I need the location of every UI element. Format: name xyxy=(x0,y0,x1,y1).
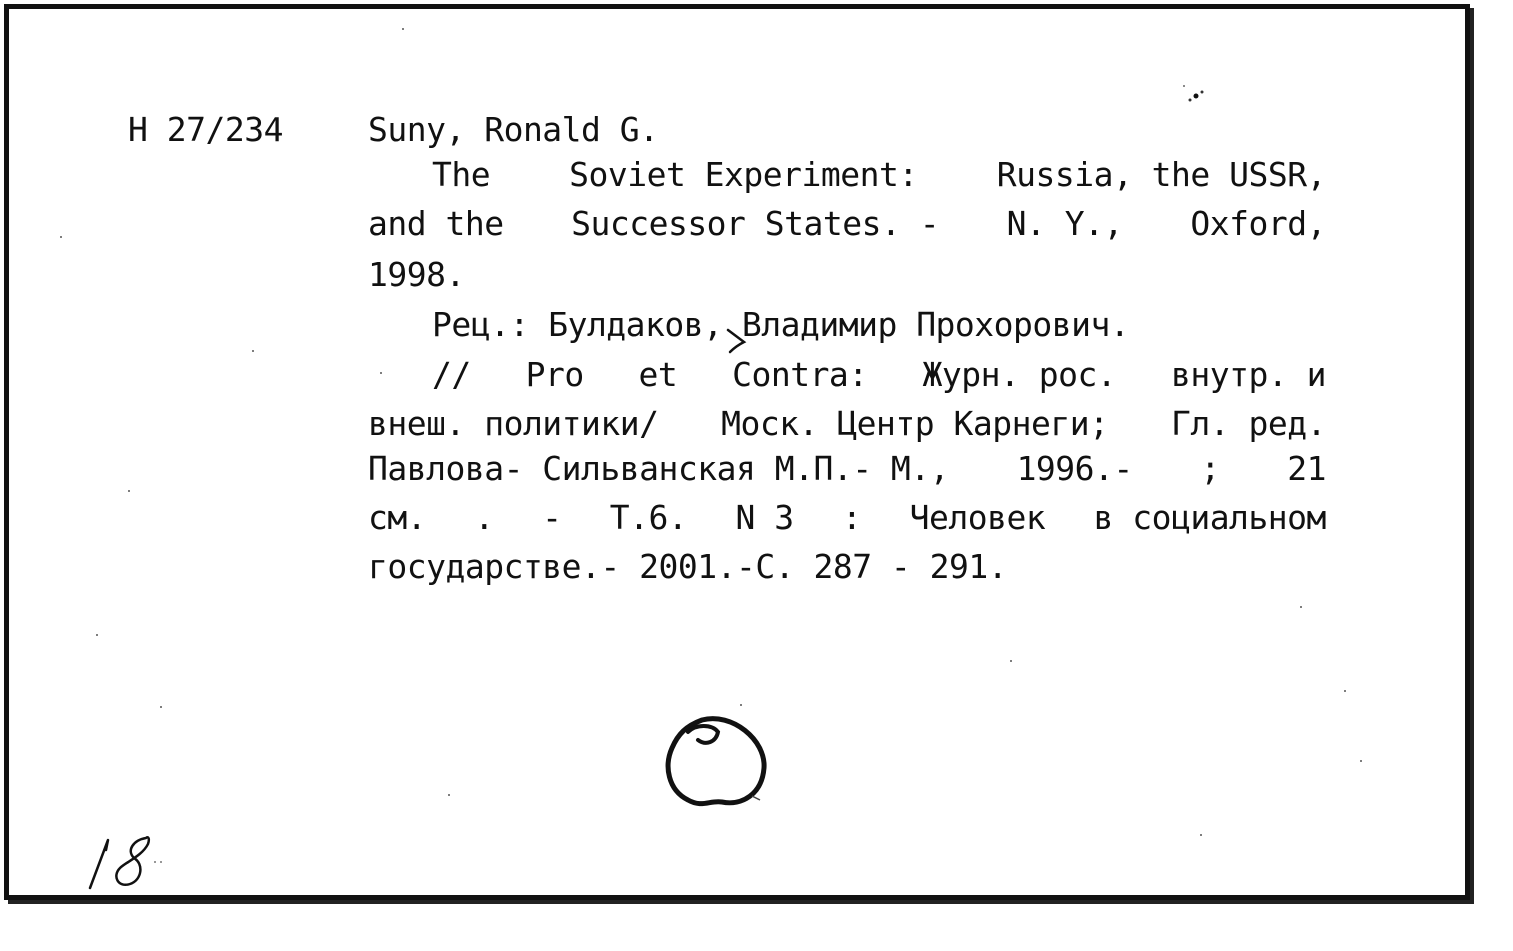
handwritten-number-mark xyxy=(82,832,172,892)
source-word: Pro xyxy=(525,355,584,394)
source-word: в социальном xyxy=(1093,498,1326,537)
title-word: and the xyxy=(368,204,504,243)
title-word: Soviet Experiment: xyxy=(569,155,918,194)
title-line-2 xyxy=(368,204,1326,243)
source-word: // xyxy=(432,355,471,394)
source-word: Моск. Центр Карнеги; xyxy=(721,404,1109,443)
source-line-1 xyxy=(432,355,1326,394)
scan-speck xyxy=(402,28,404,30)
author-heading: Suny, Ronald G. xyxy=(368,110,659,149)
scan-speck xyxy=(740,704,742,706)
scan-speck-cluster xyxy=(1180,82,1210,112)
call-number: Н 27/234 xyxy=(128,110,283,149)
publication-year: 1998. xyxy=(368,255,465,294)
source-line-2 xyxy=(368,404,1326,443)
title-word: Successor States. - xyxy=(571,204,940,243)
source-word: . xyxy=(474,498,494,537)
source-word: Журн. рос. xyxy=(922,355,1117,394)
scan-speck xyxy=(160,706,162,708)
source-word: Павлова- Сильванская М.П.- М., xyxy=(368,449,950,488)
scan-speck xyxy=(380,372,382,374)
source-word: : xyxy=(841,498,862,537)
source-word: 21 xyxy=(1287,449,1326,488)
title-word: Oxford, xyxy=(1190,204,1326,243)
title-line-1 xyxy=(432,155,1326,194)
scan-speck xyxy=(252,350,254,352)
scan-speck xyxy=(448,794,450,796)
source-word: внеш. политики/ xyxy=(368,404,659,443)
source-word: Человек xyxy=(909,498,1046,537)
scan-speck xyxy=(1300,606,1302,608)
scan-speck xyxy=(128,490,130,492)
proofreading-caret-mark xyxy=(726,328,756,354)
title-word: N. Y., xyxy=(1006,204,1123,243)
source-word: Т.6. xyxy=(609,498,688,537)
handdrawn-circle-mark xyxy=(662,710,774,814)
title-word: Russia, the USSR, xyxy=(996,155,1326,194)
source-line-3 xyxy=(368,449,1326,488)
scan-speck xyxy=(96,634,98,636)
source-word: et xyxy=(638,355,678,394)
scan-speck xyxy=(1200,834,1202,836)
scan-speck xyxy=(1344,690,1346,692)
scan-speck xyxy=(60,236,62,238)
source-word: ; xyxy=(1200,449,1220,488)
source-line-4 xyxy=(368,498,1326,537)
scan-speck xyxy=(1010,660,1012,662)
source-line-5: государстве.- 2001.-С. 287 - 291. xyxy=(368,547,1008,586)
source-word: Гл. ред. xyxy=(1171,404,1326,443)
source-word: N 3 xyxy=(735,498,794,537)
source-word: внутр. и xyxy=(1171,355,1326,394)
review-line: Рец.: Булдаков, Владимир Прохорович. xyxy=(432,305,1130,344)
scan-speck xyxy=(1360,760,1362,762)
source-word: см. xyxy=(368,498,427,537)
source-word: - xyxy=(542,498,562,537)
source-word: 1996.- xyxy=(1016,449,1133,488)
source-word: Contra: xyxy=(732,355,868,394)
title-word: The xyxy=(432,155,491,194)
